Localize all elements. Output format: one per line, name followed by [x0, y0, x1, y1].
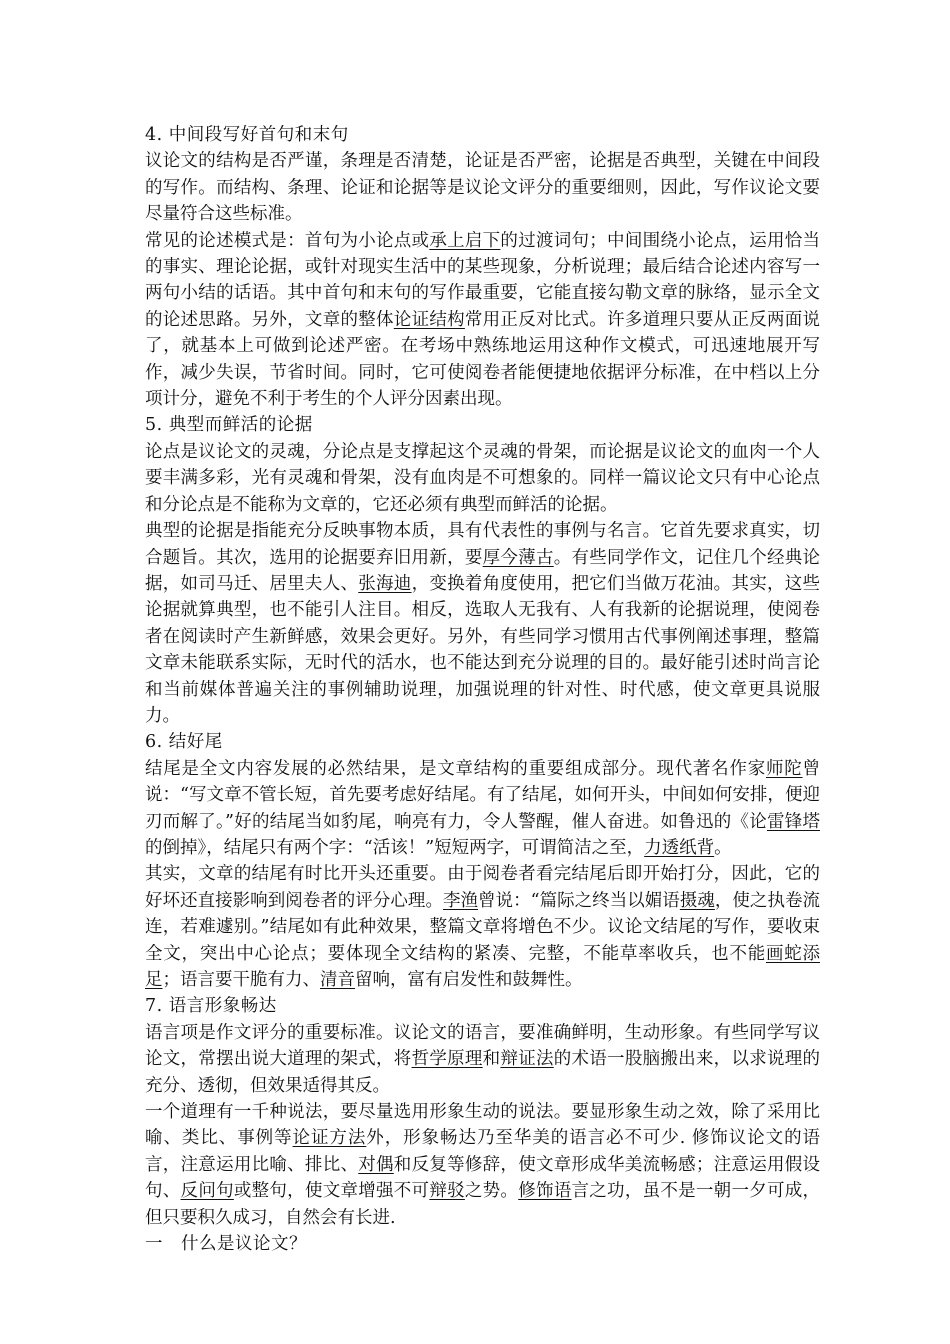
section-7	[145, 993, 820, 1231]
link[interactable]: 李渔	[442, 890, 479, 911]
text: 常用正反对比式。许多道理只要从正反两面说了，就基本上可做到论述严密。在考场中熟练地运用这种作文模式，可迅速地展开写作，减少失误，节省时间。同时，它可使阅卷者能便捷地依据评分标准，在中档以上分项计分，避免不利于考生的个人评分因素出现。	[145, 309, 821, 410]
text: 曾说：“篇际之终当以媚语	[478, 890, 680, 911]
link[interactable]: 清音	[320, 970, 355, 990]
text: 之势。	[464, 1181, 519, 1202]
link[interactable]: 承上启下	[429, 230, 501, 251]
paragraph	[145, 861, 820, 993]
text: ；语言要干脆有力、	[162, 970, 320, 990]
paragraph	[145, 518, 820, 729]
text: 一个道理有一千种说法，要尽量选用形象生动的说法。要显形象生动之效，除了采用比喻、类比、事例等	[145, 1102, 820, 1149]
text: 和反复等修辞，使文章形成华美流畅感；注意运用假设句、	[145, 1154, 821, 1202]
link[interactable]: 辩驳	[429, 1181, 465, 1202]
text: 的倒掉》，结尾只有两个字：“活该！”短短两字，可谓简洁之至，	[145, 837, 645, 858]
link[interactable]: 摄魂	[679, 890, 715, 911]
link[interactable]: 对偶	[358, 1154, 394, 1175]
text: 曾说：“写文章不管长短，首先要考虑好结尾。有了结尾，如何开头，中间如何安排，便迎刃而解了。”好的结尾当如豹尾，响亮有力，令人警醒，催人奋进。如鲁迅的《论	[145, 758, 821, 832]
link[interactable]: 厚今薄古	[482, 547, 554, 568]
link[interactable]: 论证方法	[292, 1128, 367, 1149]
text: 的术语一股脑搬出来，以求说理的充分、透彻，但效果适得其反。	[145, 1049, 821, 1096]
section-heading: 7. 语言形象畅达	[145, 996, 277, 1017]
link[interactable]: 师陀	[765, 758, 803, 779]
text: 言之功，虽不是一朝一夕可成，但只要积久成习，自然会有长进.	[145, 1181, 821, 1228]
section-heading: 4. 中间段写好首句和末句	[145, 125, 349, 145]
link[interactable]: 哲学原理	[411, 1049, 483, 1070]
text: 或整句，使文章增强不可	[233, 1181, 430, 1202]
paragraph	[145, 1099, 820, 1231]
section-heading: 5. 典型而鲜活的论据	[145, 415, 313, 436]
text: 语言项是作文评分的重要标准。议论文的语言，要准确鲜明，生动形象。有些同学写议论文，常摆出说大道理的架式，将	[145, 1022, 820, 1070]
text: 议论文的结构是否严谨，条理是否清楚，论证是否严密，论据是否典型，关键在中间段的写作。而结构、条理、论证和论据等是议论文评分的重要细则，因此，写作议论文要尽量符合这些标准。	[145, 151, 820, 225]
text: 的过渡词句；中间围绕小论点，运用恰当的事实、理论论据，或针对现实生活中的某些现象，分析说理；最后结合论述内容写一两句小结的话语。其中首句和末句的写作最重要，它能直接勾勒文章的脉络，显示全文的论述思路。另外，文章的整体	[145, 230, 821, 330]
text: 。有些同学作文，记住几个经典论据，如司马迁、居里夫人、	[145, 547, 821, 594]
text: 结尾是全文内容发展的必然结果，是文章结构的重要组成部分。现代著名作家	[145, 758, 766, 779]
link[interactable]: 辩证法	[500, 1049, 554, 1070]
link[interactable]: 雷锋塔	[766, 811, 820, 832]
final-heading: 一 什么是议论文？	[145, 1234, 307, 1255]
link[interactable]: 画蛇添足	[145, 943, 821, 990]
document-body	[145, 122, 820, 1257]
text: 和	[482, 1049, 501, 1070]
link[interactable]: 修饰语	[518, 1181, 572, 1202]
link[interactable]: 张海迪	[358, 573, 412, 594]
text: 常见的论述模式是：首句为小论点或	[145, 230, 430, 251]
text: 典型的论据是指能充分反映事物本质，具有代表性的事例与名言。它首先要求真实，切合题旨。其次，选用的论据要弃旧用新，要	[145, 521, 820, 568]
text: ，变换着角度使用，把它们当做万花油。其实，这些论据就算典型，也不能引人注目。相反，选取人无我有、人有我新的论据说理，使阅卷者在阅读时产生新鲜感，效果会更好。另外，有些同学习惯用古代事例阐述事理，整篇文章未能联系实际，无时代的活水，也不能达到充分说理的目的。最好能引述时尚言论和当前媒体普遍关注的事例辅助说理，加强说理的针对性、时代感，使文章更具说服力。	[145, 573, 821, 726]
paragraph	[145, 148, 820, 227]
paragraph	[145, 1020, 820, 1099]
section-6	[145, 729, 820, 993]
link[interactable]: 反问句	[180, 1181, 234, 1202]
link[interactable]: 力透纸背	[644, 837, 715, 858]
section-heading: 6. 结好尾	[145, 732, 223, 753]
text: 其实，文章的结尾有时比开头还重要。由于阅卷者看完结尾后即开始打分，因此，它的好坏还直接影响到阅卷者的评分心理。	[145, 864, 820, 911]
link[interactable]: 论证结构	[393, 309, 465, 330]
text: 。	[714, 837, 732, 858]
section-5	[145, 412, 820, 729]
text: 外，形象畅达乃至华美的语言必不可少. 修饰议论文的语言，注意运用比喻、排比、	[145, 1128, 821, 1175]
paragraph	[145, 439, 820, 518]
paragraph	[145, 228, 820, 413]
paragraph	[145, 756, 820, 862]
text: 论点是议论文的灵魂，分论点是支撑起这个灵魂的骨架，而论据是议论文的血肉一个人要丰满多彩，光有灵魂和骨架，没有血肉是不可想象的。同样一篇议论文只有中心论点和分论点是不能称为文章的，它还必须有典型而鲜活的论据。	[145, 441, 820, 515]
text: 留响，富有启发性和鼓舞性。	[355, 970, 583, 990]
text: ，使之执卷流连，若难遽别。”结尾如有此种效果，整篇文章将增色不少。议论文结尾的写作，要收束全文，突出中心论点；要体现全文结构的紧凑、完整，不能草率收兵，也不能	[145, 890, 821, 964]
section-4	[145, 122, 820, 412]
